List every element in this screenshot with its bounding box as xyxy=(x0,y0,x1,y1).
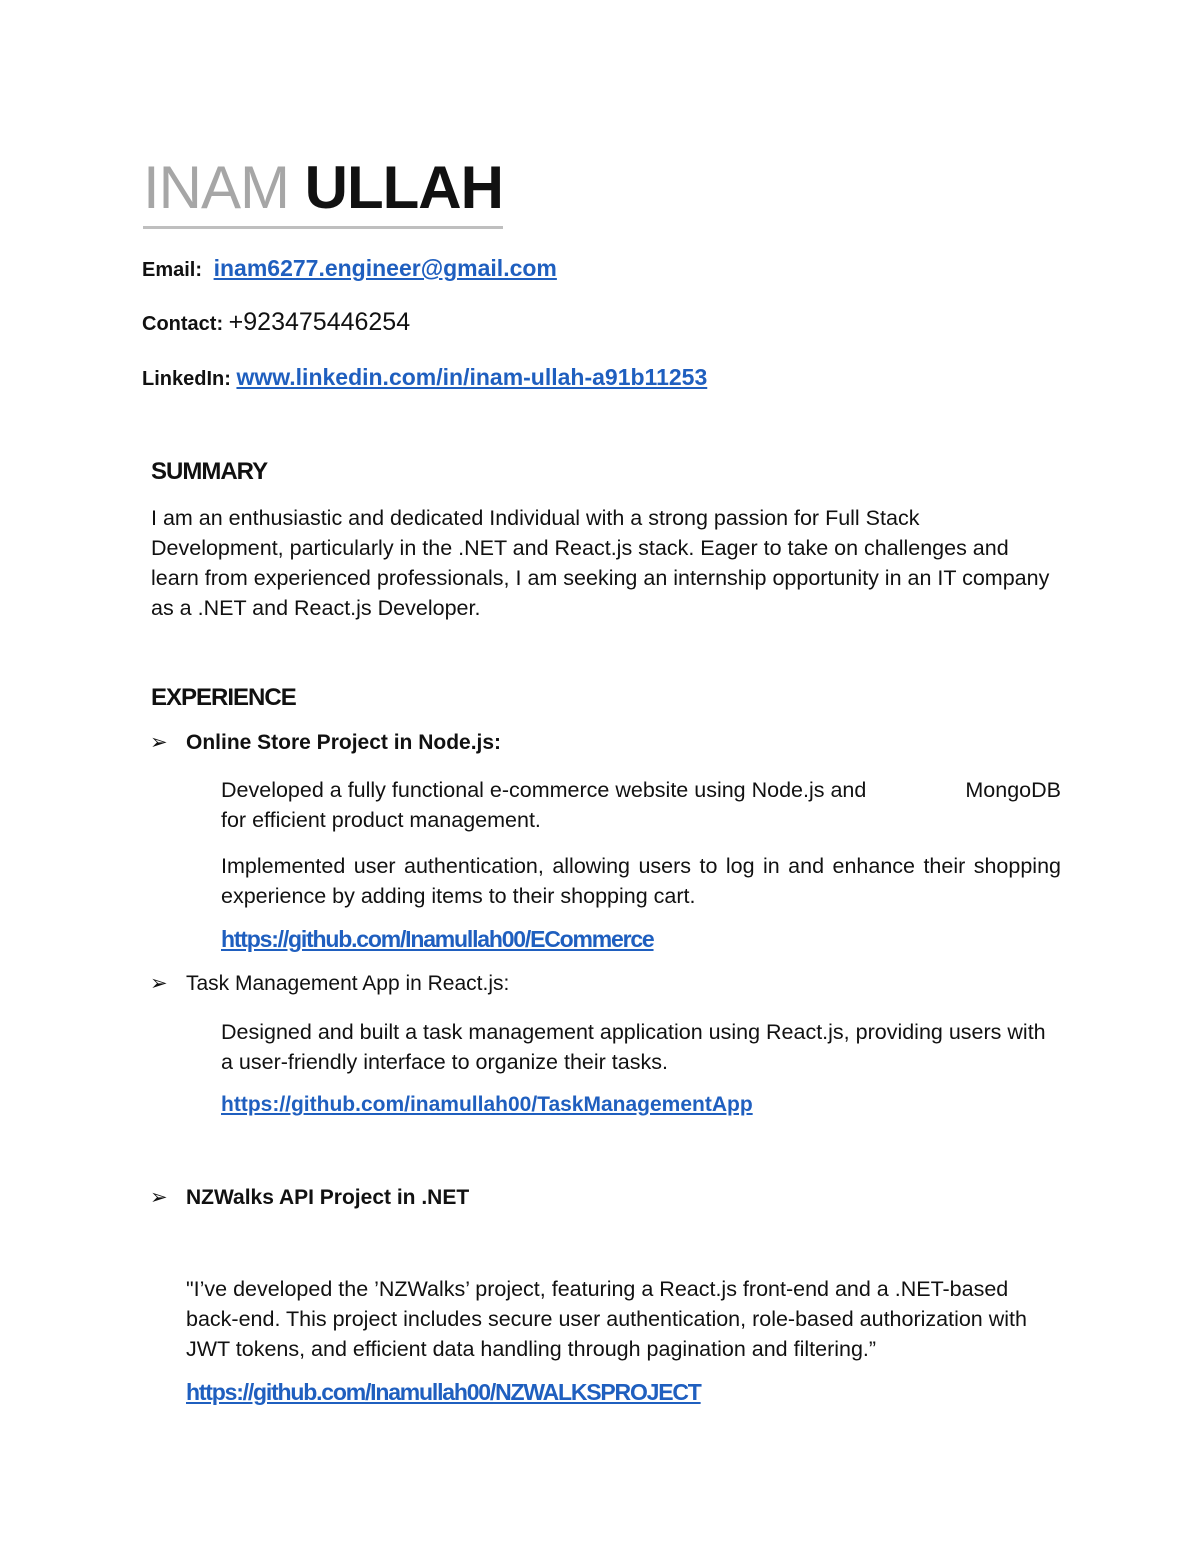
item-description: Designed and built a task management application using React.js, providing users with a user-friendly interface to organize their tasks. xyxy=(221,1020,1046,1074)
item-description: "I’ve developed the ’NZWalks’ project, featuring a React.js front-end and a .NET-based back-end. This project includes secure user authentication, role-based authorization with JWT tokens, and efficient data handling through pagination and filtering.” xyxy=(186,1277,1027,1361)
item-description: Implemented user authentication, allowing users to log in and enhance their shopping experience by adding items to their shopping cart. xyxy=(221,854,1061,908)
summary-text: I am an enthusiastic and dedicated Individual with a strong passion for Full Stack Development, particularly in the .NET and React.js stack. Eager to take on challenges and learn from experienced professionals, I am seeking an internship opportunity in an IT company as a .NET and React.js Developer. xyxy=(151,506,1050,620)
linkedin-row xyxy=(142,364,707,391)
experience-item-title xyxy=(150,730,501,755)
first-name: INAM xyxy=(143,154,289,221)
summary-heading: SUMMARY xyxy=(151,458,268,485)
linkedin-link[interactable]: www.linkedin.com/in/inam-ullah-a91b11253 xyxy=(236,364,708,390)
linkedin-label: LinkedIn: xyxy=(142,368,231,390)
item-title: Online Store Project in Node.js: xyxy=(186,731,502,754)
phone-value: +923475446254 xyxy=(228,308,411,336)
item-description: Developed a fully functional e-commerce website using Node.js and MongoDB for efficient product management. xyxy=(221,778,1061,832)
candidate-name xyxy=(143,152,503,229)
arrow-bullet-icon: ➢ xyxy=(150,1186,168,1209)
email-label: Email: xyxy=(142,259,203,281)
phone-label: Contact: xyxy=(142,313,224,335)
github-link[interactable]: https://github.com/Inamullah00/NZWALKSPROJECT xyxy=(186,1379,701,1405)
experience-heading: EXPERIENCE xyxy=(151,684,296,711)
github-link[interactable]: https://github.com/inamullah00/TaskManagementApp xyxy=(221,1093,753,1116)
email-link[interactable]: inam6277.engineer@gmail.com xyxy=(213,255,557,281)
email-row xyxy=(142,255,557,282)
item-title: NZWalks API Project in .NET xyxy=(186,1186,470,1209)
item-title: Task Management App in React.js: xyxy=(186,972,510,995)
phone-row xyxy=(142,308,410,337)
arrow-bullet-icon: ➢ xyxy=(150,972,168,995)
arrow-bullet-icon: ➢ xyxy=(150,731,168,754)
last-name: ULLAH xyxy=(304,154,503,221)
github-link[interactable]: https://github.com/Inamullah00/ECommerce xyxy=(221,926,654,952)
experience-item-title xyxy=(150,1185,469,1210)
experience-item-title xyxy=(150,971,509,996)
